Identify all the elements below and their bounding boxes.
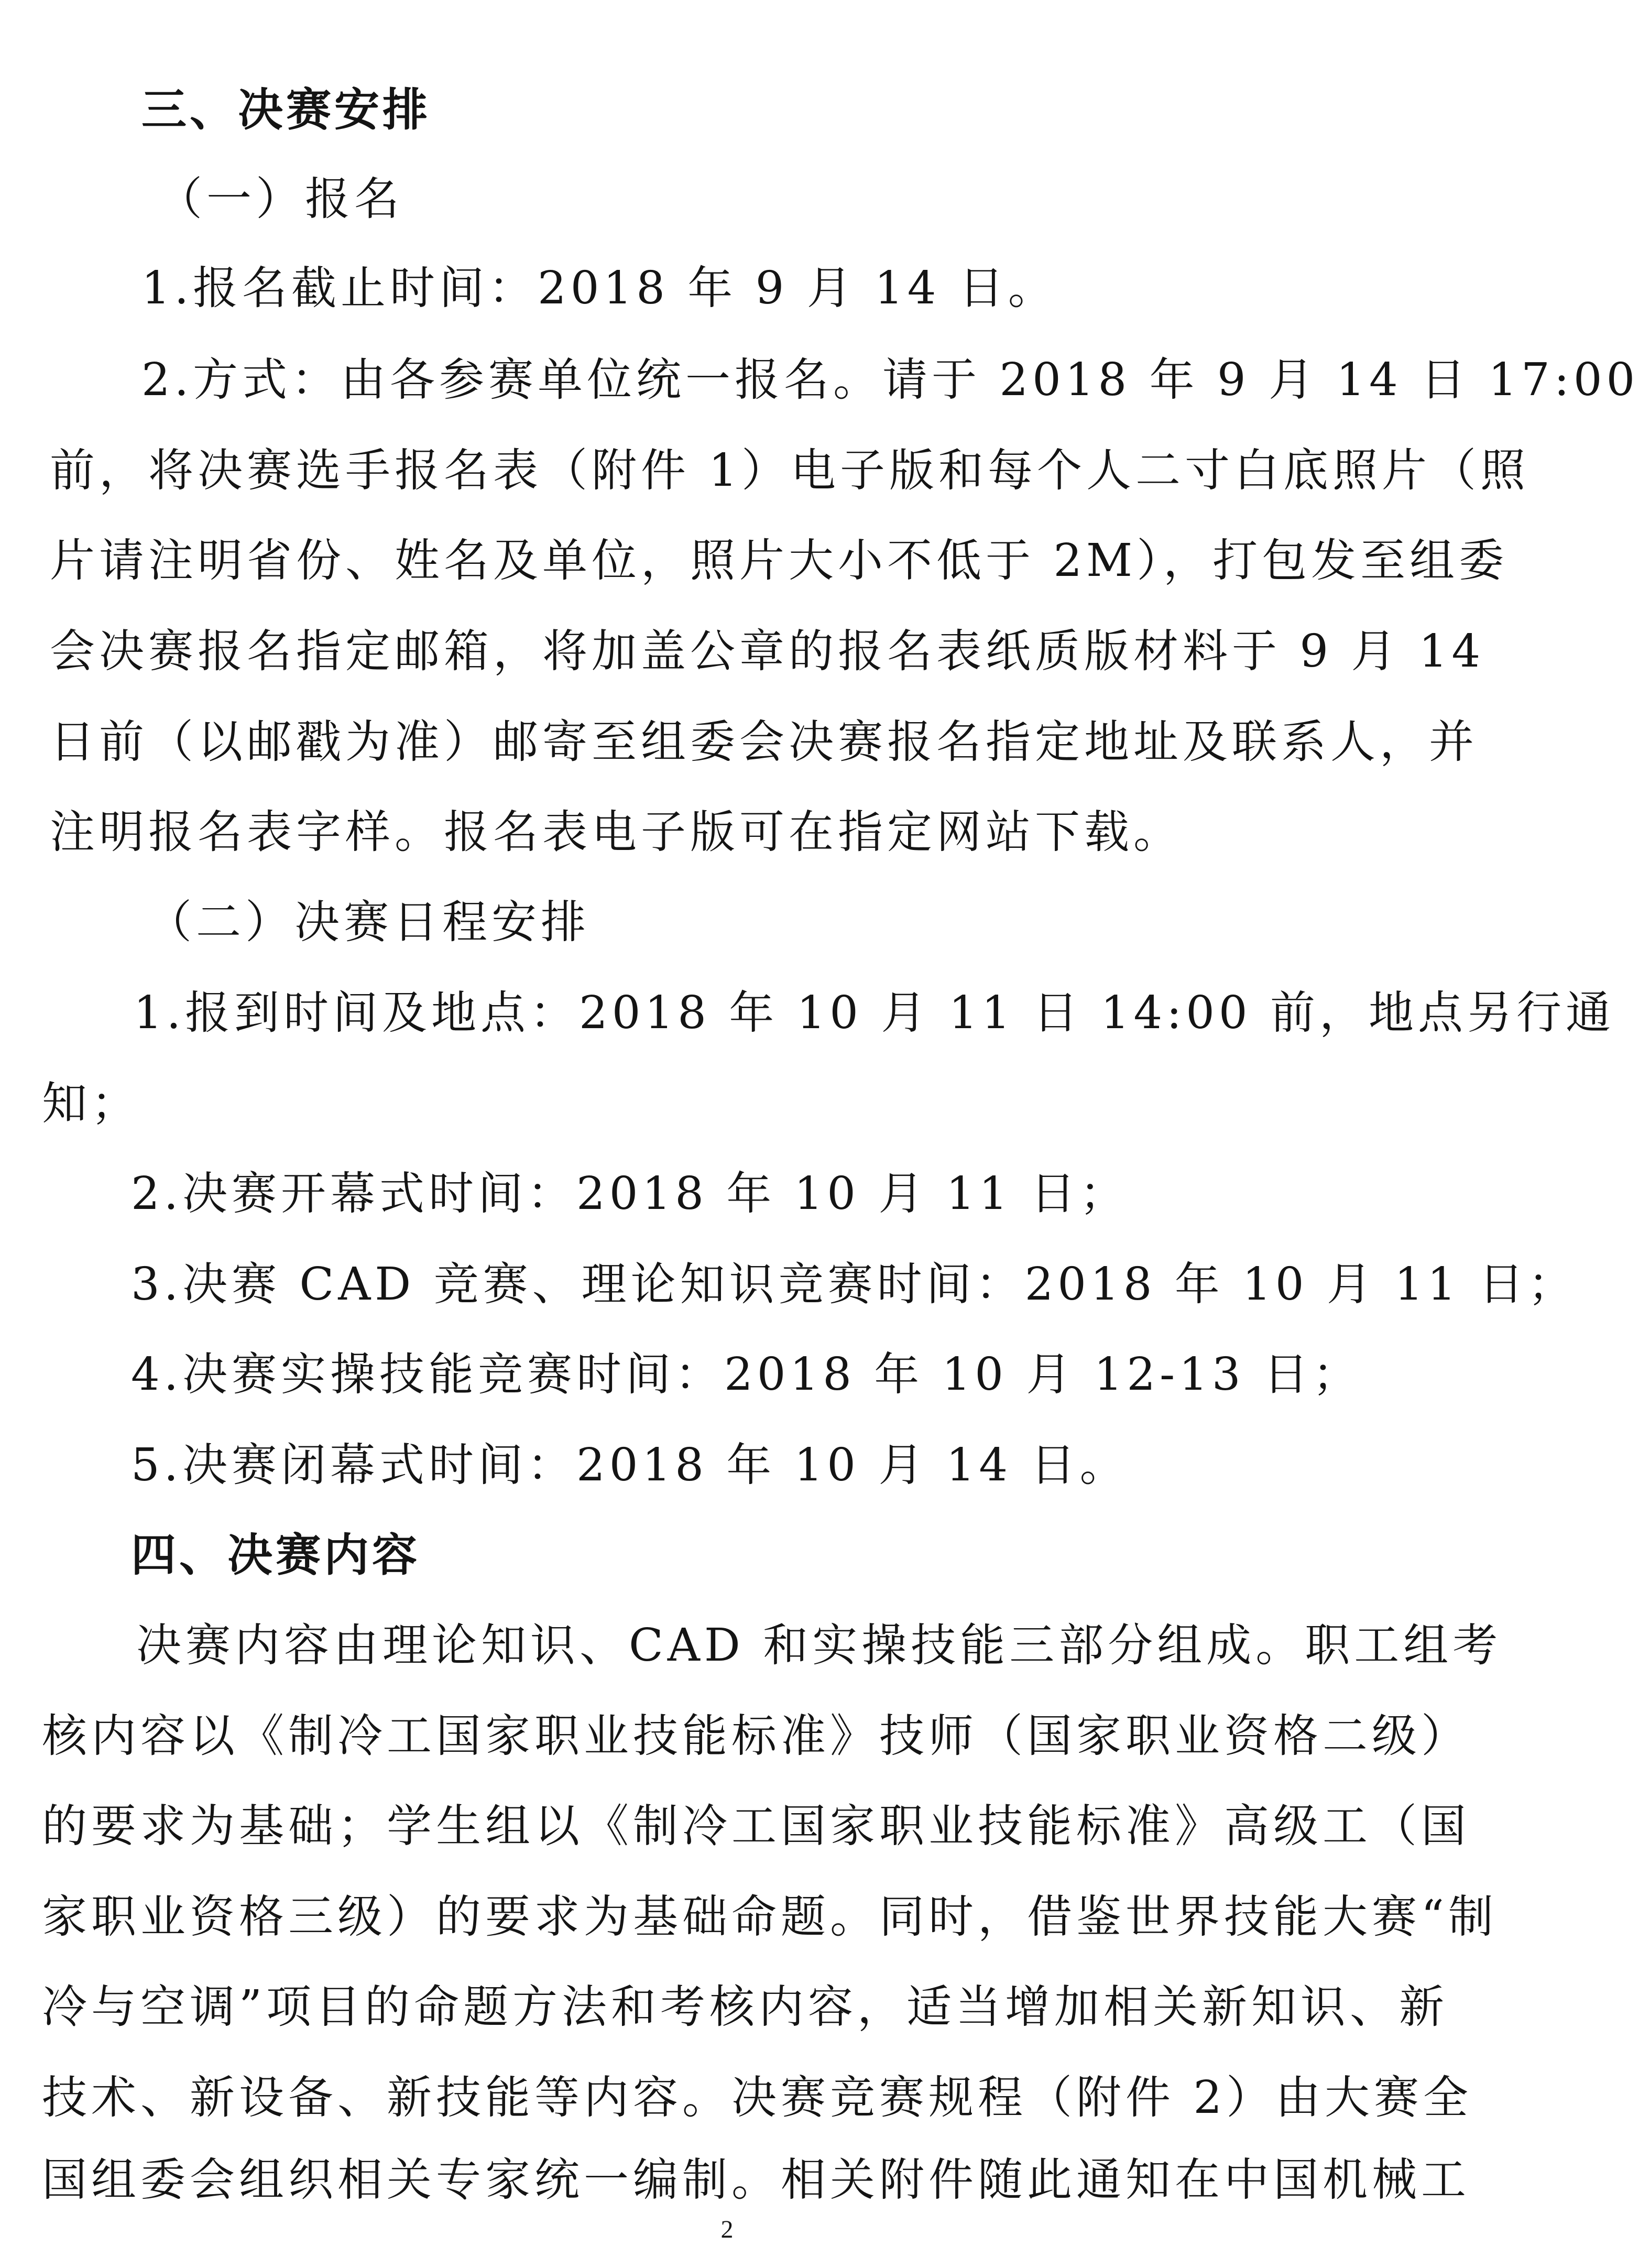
paragraph-line: 核内容以《制冷工国家职业技能标准》技师（国家职业资格二级） — [42, 1710, 1470, 1762]
page-number: 2 — [720, 2216, 734, 2243]
schedule-item-3: 3.决赛 CAD 竞赛、理论知识竞赛时间：2018 年 10 月 11 日； — [131, 1258, 1577, 1311]
paragraph-line: 家职业资格三级）的要求为基础命题。同时，借鉴世界技能大赛“制 — [42, 1891, 1498, 1943]
schedule-item-5: 5.决赛闭幕式时间：2018 年 10 月 14 日。 — [131, 1439, 1129, 1491]
paragraph-line: 日前（以邮戳为准）邮寄至组委会决赛报名指定地址及联系人，并 — [50, 716, 1478, 768]
section-4-heading: 四、决赛内容 — [131, 1529, 420, 1582]
paragraph-line: 2.方式：由各参赛单位统一报名。请于 2018 年 9 月 14 日 17:00 — [141, 354, 1639, 406]
subsection-2-heading: （二）决赛日程安排 — [147, 896, 590, 948]
paragraph-line: 国组委会组织相关专家统一编制。相关附件随此通知在中国机械工 — [42, 2154, 1470, 2206]
registration-deadline: 1.报名截止时间：2018 年 9 月 14 日。 — [141, 262, 1057, 314]
paragraph-line: 片请注明省份、姓名及单位，照片大小不低于 2M），打包发至组委 — [50, 535, 1509, 587]
schedule-item-1-cont: 知； — [42, 1077, 140, 1130]
paragraph-line: 会决赛报名指定邮箱，将加盖公章的报名表纸质版材料于 9 月 14 — [50, 625, 1485, 678]
paragraph-line: 注明报名表字样。报名表电子版可在指定网站下载。 — [50, 806, 1183, 858]
subsection-1-heading: （一）报名 — [157, 173, 403, 225]
paragraph-line: 决赛内容由理论知识、CAD 和实操技能三部分组成。职工组考 — [136, 1619, 1502, 1672]
schedule-item-2: 2.决赛开幕式时间：2018 年 10 月 11 日； — [131, 1168, 1129, 1220]
paragraph-line: 前，将决赛选手报名表（附件 1）电子版和每个人二寸白底照片（照 — [50, 444, 1530, 497]
section-3-heading: 三、决赛安排 — [141, 84, 431, 136]
paragraph-line: 技术、新设备、新技能等内容。决赛竞赛规程（附件 2）由大赛全 — [42, 2071, 1473, 2124]
schedule-item-4: 4.决赛实操技能竞赛时间：2018 年 10 月 12-13 日； — [131, 1348, 1362, 1401]
schedule-item-1: 1.报到时间及地点：2018 年 10 月 11 日 14:00 前，地点另行通 — [134, 987, 1615, 1039]
paragraph-line: 的要求为基础；学生组以《制冷工国家职业技能标准》高级工（国 — [42, 1800, 1470, 1852]
paragraph-line: 冷与空调”项目的命题方法和考核内容，适当增加相关新知识、新 — [42, 1981, 1448, 2033]
